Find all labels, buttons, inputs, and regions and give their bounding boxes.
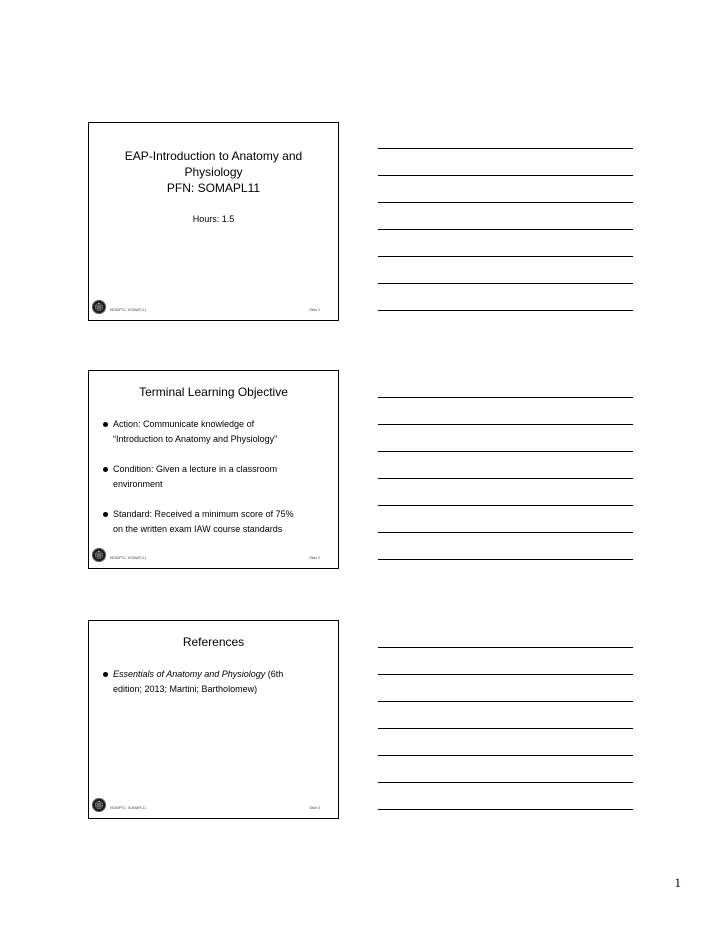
seal-logo-icon (92, 548, 106, 562)
slide-1-title-line-3: PFN: SOMAPL11 (166, 181, 261, 195)
note-line (378, 148, 633, 149)
slide-2-heading: Terminal Learning Objective (139, 385, 288, 399)
slide-2-bullet-list (103, 417, 328, 552)
seal-logo-icon (92, 300, 106, 314)
slide-3-footer-right: Slide 3 (309, 806, 320, 810)
note-line (378, 674, 633, 675)
slide-1-title (89, 148, 338, 196)
slide-2 (88, 370, 339, 569)
note-line (378, 310, 633, 311)
bullet-dot-icon (103, 422, 108, 427)
bullet-line: “Introduction to Anatomy and Physiology” (113, 434, 278, 444)
slide-1-title-line-2: Physiology (184, 165, 243, 179)
note-line (378, 451, 633, 452)
slide-3-bullet-list (103, 667, 328, 712)
bullet-line: edition; 2013; Martini; Bartholomew) (113, 684, 258, 694)
note-line (378, 701, 633, 702)
bullet-line (113, 667, 328, 682)
bullet-item (103, 417, 328, 447)
note-line (378, 175, 633, 176)
note-line (378, 424, 633, 425)
note-line (378, 647, 633, 648)
note-line (378, 782, 633, 783)
bullet-dot-icon (103, 467, 108, 472)
bullet-item (103, 507, 328, 537)
note-line (378, 229, 633, 230)
bullet-item (103, 667, 328, 697)
bullet-line: on the written exam IAW course standards (113, 524, 283, 534)
slide-1-hours: Hours: 1.5 (192, 214, 235, 224)
slide-3-footer-left: ISOMPTC, SOMAPL11 (110, 806, 147, 810)
seal-logo-icon (92, 798, 106, 812)
bullet-line: Action: Communicate knowledge of (113, 419, 255, 429)
note-line (378, 559, 633, 560)
bullet-line: environment (113, 479, 163, 489)
slide-1 (88, 122, 339, 321)
slide-1-footer-left: ISOMPTC, SOMAPL11 (110, 308, 147, 312)
note-line (378, 202, 633, 203)
bullet-line: Standard: Received a minimum score of 75% (113, 509, 294, 519)
note-line (378, 478, 633, 479)
bullet-line: Condition: Given a lecture in a classroom (113, 464, 278, 474)
note-line (378, 256, 633, 257)
note-line (378, 728, 633, 729)
slide-1-footer-right: Slide 1 (309, 308, 320, 312)
note-line (378, 809, 633, 810)
slide-2-footer-left: ISOMPTC, SOMAPL11 (110, 556, 147, 560)
bullet-dot-icon (103, 512, 108, 517)
slide-3 (88, 620, 339, 819)
slide-3-heading: References (182, 635, 245, 649)
slide-1-title-line-1: EAP-Introduction to Anatomy and (124, 149, 303, 163)
reference-edition-start: (6th (265, 669, 284, 679)
bullet-dot-icon (103, 672, 108, 677)
bullet-item (103, 462, 328, 492)
note-line (378, 283, 633, 284)
note-line (378, 755, 633, 756)
note-line (378, 532, 633, 533)
page-number: 1 (674, 875, 681, 890)
note-line (378, 397, 633, 398)
note-line (378, 505, 633, 506)
reference-book-title: Essentials of Anatomy and Physiology (113, 669, 266, 679)
slide-2-footer-right: Slide 2 (309, 556, 320, 560)
